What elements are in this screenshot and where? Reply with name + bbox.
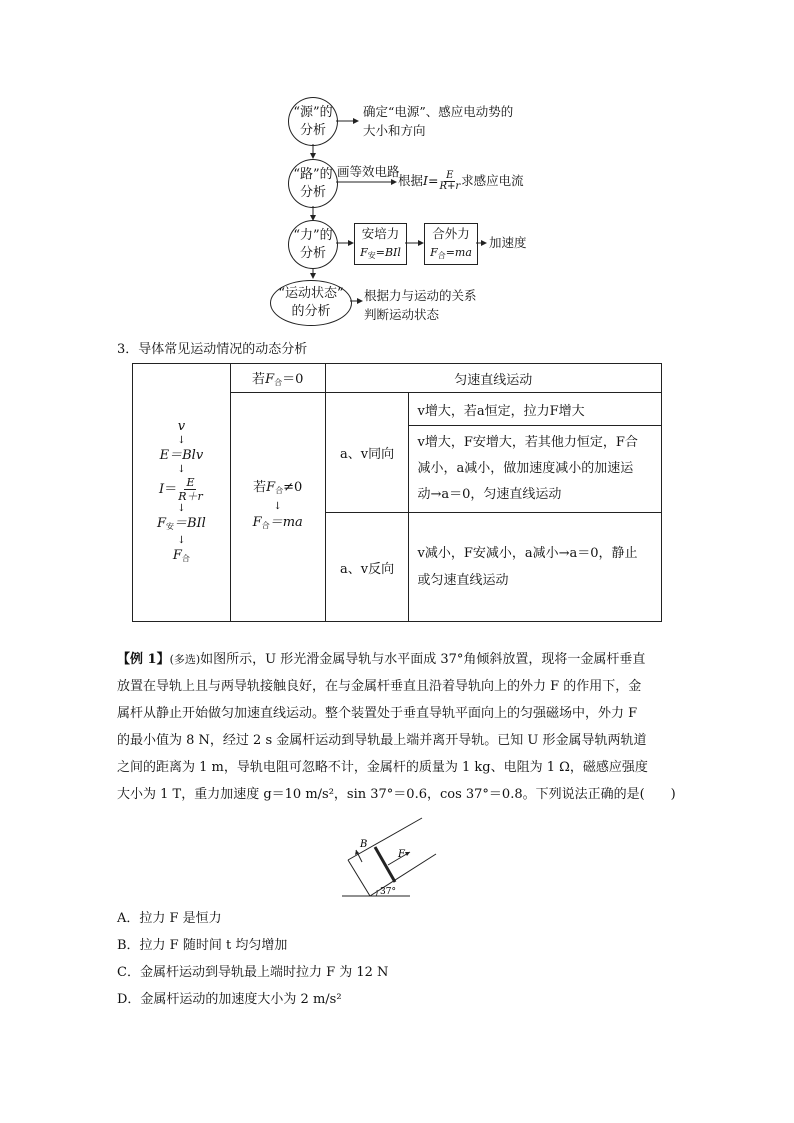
ampere-force-symbol: F	[360, 246, 368, 259]
net-force-sub: 合	[437, 251, 446, 260]
acceleration-output: 加速度	[489, 235, 527, 250]
node-source-line2: 分析	[299, 122, 326, 138]
condition-zero-cell	[230, 364, 325, 393]
node-motion-line2: 的分析	[291, 304, 331, 319]
example-line2: 放置在导轨上且与两导轨接触良好，在与金属杆垂直且沿着导轨向上的外力 F 的作用下，金	[117, 679, 642, 694]
option-b: B．拉力 F 随时间 t 均匀增加	[117, 938, 288, 953]
section-title: 3．导体常见运动情况的动态分析	[117, 342, 308, 357]
node-circuit-analysis	[288, 159, 338, 208]
ampere-force-title: 安培力	[361, 226, 400, 241]
cond1-F: F	[265, 372, 275, 387]
node-motion-line1: “运动状态”	[278, 286, 344, 301]
example-tag: (多选)	[169, 653, 201, 666]
source-output	[363, 102, 513, 140]
opp-line1: v减小，F安减小，a减小→a＝0，静止	[417, 546, 638, 561]
source-output-line2: 大小和方向	[363, 123, 426, 138]
down-arrow-icon: ↓	[177, 535, 186, 546]
option-a: A．拉力 F 是恒力	[117, 911, 222, 926]
down-arrow-icon: ↓	[177, 435, 186, 446]
node-circuit-line2: 分析	[299, 184, 326, 200]
metal-rod	[375, 847, 395, 882]
option-c: C．金属杆运动到导轨最上端时拉力 F 为 12 N	[117, 965, 389, 980]
rail-end	[348, 860, 370, 896]
chain-Fsum: F	[172, 548, 182, 563]
ampere-force-sub: 安	[367, 251, 376, 260]
same2-line1: v增大，F安增大，若其他力恒定，F合	[417, 435, 638, 450]
cond1-sub: 合	[274, 378, 283, 387]
edge-draw-circuit-label: 画等效电路	[337, 164, 400, 179]
ampere-force-box	[354, 223, 407, 265]
net-force-box	[424, 223, 478, 265]
same2-line2: 减小，a减小，做加速度减小的加速运	[417, 461, 634, 476]
opp-line2: 或匀速直线运动	[417, 573, 509, 588]
chain-I-numerator: E	[186, 476, 195, 489]
opposite-direction-case	[409, 513, 662, 622]
circuit-output	[398, 171, 524, 192]
chain-Fsum-sub: 合	[181, 554, 190, 563]
same-direction-case2	[409, 426, 662, 513]
cond2-formula: ＝ma	[269, 515, 303, 530]
node-force-analysis	[288, 220, 338, 269]
chain-F-formula: ＝BIl	[173, 516, 206, 531]
example-line3: 属杆从静止开始做匀加速直线运动。整个装置处于垂直导轨平面向上的匀强磁场中，外力 F	[117, 706, 638, 721]
node-circuit-line1: “路”的	[293, 166, 333, 182]
cond1-eq: ＝0	[282, 372, 304, 387]
chain-E: E	[159, 448, 170, 463]
option-d: D．金属杆运动的加速度大小为 2 m/s²	[117, 992, 342, 1007]
example-problem	[117, 646, 677, 808]
example-line5: 之间的距离为 1 m，导轨电阻可忽略不计，金属杆的质量为 1 kg、电阻为 1 Ω，磁感应强度	[117, 760, 648, 775]
circuit-output-prefix: 根据	[398, 173, 424, 188]
circuit-output-I: I	[423, 173, 428, 188]
fraction-denominator: R+r	[439, 181, 461, 192]
example-line4: 的最小值为 8 N，经过 2 s 金属杆运动到导轨最上端并离开导轨。已知 U 形金属导轨两轨道	[117, 733, 647, 748]
net-force-title: 合外力	[432, 226, 470, 241]
cond2-pre: 若	[253, 480, 267, 495]
label-B: B	[360, 839, 368, 850]
current-fraction	[439, 171, 460, 192]
same-direction-case1: v增大，若a恒定，拉力F增大	[409, 393, 662, 426]
ampere-force-formula: =BIl	[375, 246, 401, 259]
cond2-sub: 合	[275, 486, 284, 495]
example-label: 【例 1】	[117, 652, 170, 667]
example-line6: 大小为 1 T，重力加速度 g＝10 m/s²，sin 37°＝0.6，cos 37°＝0.8。下列说法正确的是( )	[117, 787, 676, 802]
example-line1: 如图所示，U 形光滑金属导轨与水平面成 37°角倾斜放置，现将一金属杆垂直	[200, 652, 646, 667]
down-arrow-icon: ↓	[177, 464, 186, 475]
angle-arc	[376, 890, 377, 896]
net-force-formula: =ma	[445, 246, 472, 259]
label-F: F	[398, 849, 405, 860]
causal-chain-cell	[133, 364, 231, 622]
chain-I-denominator: R＋r	[178, 490, 203, 503]
opposite-direction-cell: a、v反向	[325, 513, 409, 622]
chain-I-fraction	[178, 476, 203, 503]
node-force-line2: 分析	[299, 245, 326, 261]
condition-nonzero-cell	[230, 393, 325, 622]
chain-I: I	[159, 482, 165, 497]
cond1-pre: 若	[252, 372, 266, 387]
chain-v: v	[177, 419, 186, 434]
node-force-line1: “力”的	[293, 227, 333, 243]
cond2-sub2: 合	[261, 521, 270, 530]
incline-figure	[340, 810, 440, 902]
node-motion-state-analysis	[270, 280, 352, 326]
cond2-F: F	[266, 480, 276, 495]
chain-E-formula: ＝Blv	[169, 448, 204, 463]
same2-line3: 动→a＝0，匀速直线运动	[417, 487, 562, 502]
circuit-output-suffix: 求感应电流	[461, 173, 524, 188]
chain-F-sub: 安	[165, 522, 174, 531]
down-arrow-icon: ↓	[273, 501, 282, 512]
circuit-output-eq: =	[427, 173, 439, 188]
cond2-eq: ≠0	[283, 480, 303, 495]
node-source-analysis	[288, 97, 338, 146]
chain-F: F	[156, 516, 166, 531]
motion-output	[364, 286, 477, 324]
motion-output-line1: 根据力与运动的关系	[364, 288, 477, 303]
cond2-F2: F	[252, 515, 262, 530]
label-angle: 37°	[380, 887, 396, 897]
down-arrow-icon: ↓	[177, 503, 186, 514]
chain-I-eq: ＝	[164, 482, 178, 497]
motion-output-line2: 判断运动状态	[364, 307, 440, 322]
motion-analysis-table	[132, 363, 662, 622]
source-output-line1: 确定“电源”、感应电动势的	[363, 104, 514, 119]
uniform-motion-cell: 匀速直线运动	[325, 364, 661, 393]
fraction-numerator: E	[446, 170, 454, 181]
same-direction-cell: a、v同向	[325, 393, 409, 513]
node-source-line1: “源”的	[293, 104, 333, 120]
net-force-symbol: F	[430, 246, 438, 259]
